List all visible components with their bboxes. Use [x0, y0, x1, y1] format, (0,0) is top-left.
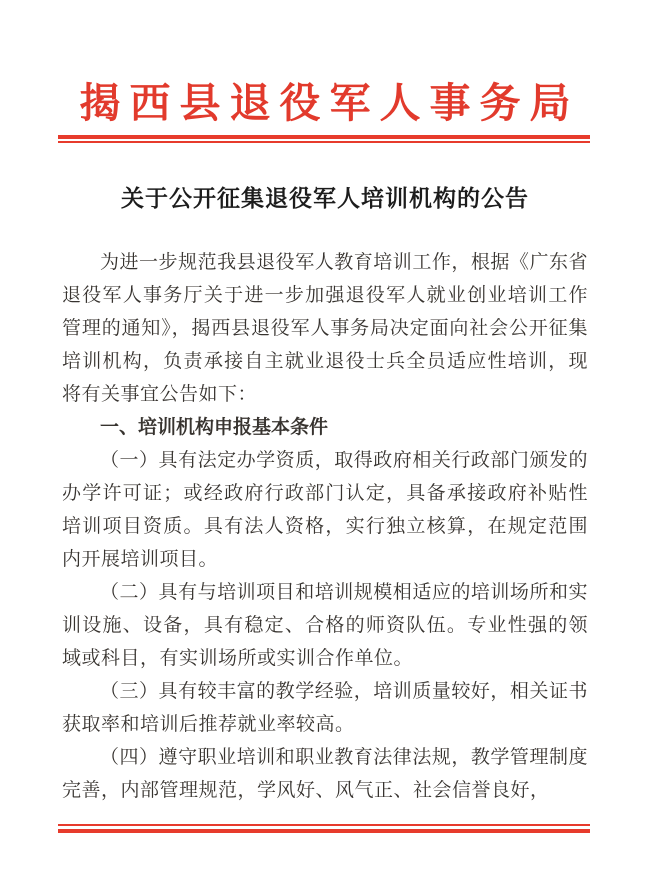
paragraph-condition-4: （四）遵守职业培训和职业教育法律法规，教学管理制度完善，内部管理规范，学风好、风气正、社会信誉良好，: [62, 747, 588, 801]
paragraph-condition-3: （三）具有较丰富的教学经验，培训质量较好，相关证书获取率和培训后推荐就业率较高。: [62, 681, 588, 735]
footer-double-rule: [58, 824, 590, 833]
paragraph-intro: 为进一步规范我县退役军人教育培训工作，根据《广东省退役军人事务厅关于进一步加强退役军人就业创业培训工作管理的通知》，揭西县退役军人事务局决定面向社会公开征集培训机构，负责承接自主就业退役士兵全员适应性培训，现将有关事宜公告如下：: [62, 252, 588, 405]
letterhead-rule-thick: [58, 135, 590, 139]
section-heading-conditions: 一、培训机构申报基本条件: [100, 417, 329, 438]
letterhead-rule-thin: [58, 141, 590, 143]
paragraph-condition-1: （一）具有法定办学资质，取得政府相关行政部门颁发的办学许可证；或经政府行政部门认定，具备承接政府补贴性培训项目资质。具有法人资格，实行独立核算，在规定范围内开展培训项目。: [62, 450, 588, 570]
letterhead-agency-name: 揭西县退役军人事务局: [79, 80, 580, 126]
document-body: [62, 246, 588, 811]
document-title: 关于公开征集退役军人培训机构的公告: [121, 185, 529, 211]
footer-rule-thin: [58, 824, 590, 826]
paragraph-condition-2: （二）具有与培训项目和培训规模相适应的培训场所和实训设施、设备，具有稳定、合格的师资队伍。专业性强的领域或科目，有实训场所或实训合作单位。: [62, 582, 588, 669]
letterhead-double-rule: [58, 135, 590, 143]
footer-rule-thick: [58, 829, 590, 833]
